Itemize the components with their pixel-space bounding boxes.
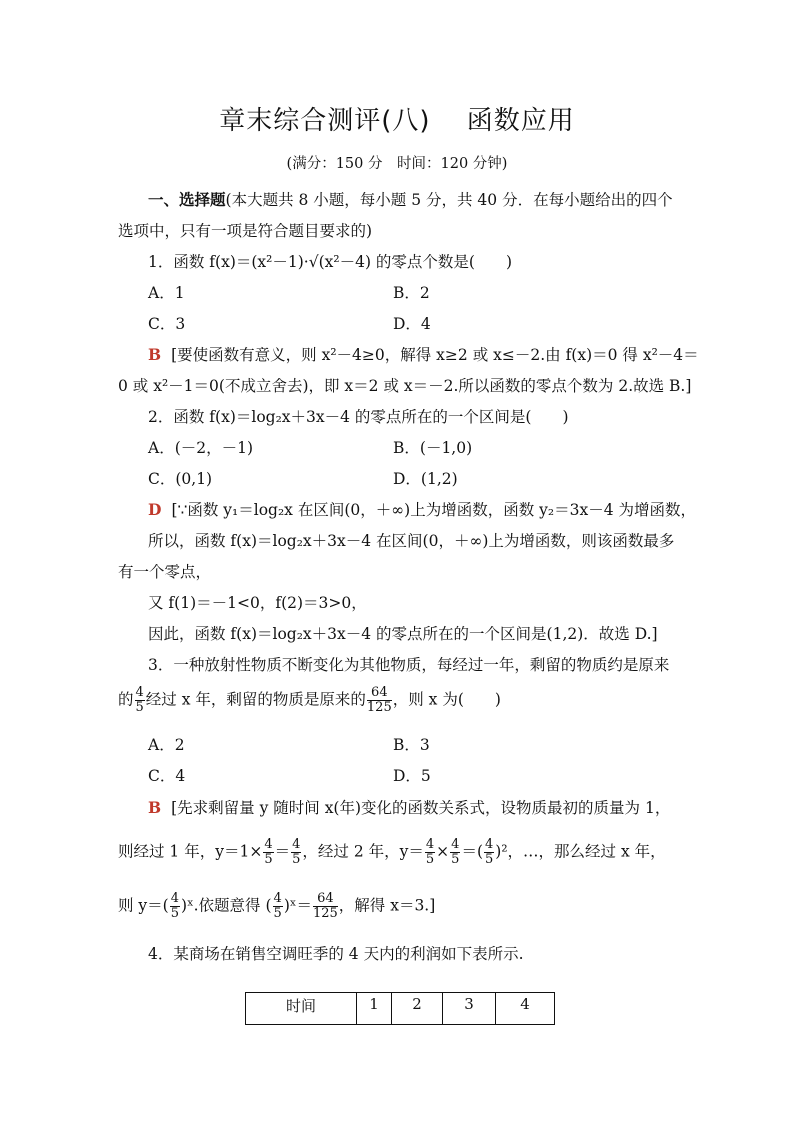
table-header-cell: 2 bbox=[392, 993, 443, 1025]
q3-stem2b: 经过 x 年，剩留的物质是原来的 bbox=[145, 690, 366, 709]
q2-answer: D bbox=[148, 500, 162, 519]
q1-explanation-line bbox=[148, 345, 699, 365]
q2-stem: 2．函数 f(x)＝log₂x＋3x－4 的零点所在的一个区间是( ) bbox=[148, 408, 569, 426]
q1-exp2: 0 或 x²－1＝0(不成立舍去)，即 x＝2 或 x＝－2.所以函数的零点个数为 2.故选 B.] bbox=[118, 377, 692, 395]
q3-answer: B bbox=[148, 798, 162, 817]
section-heading-line bbox=[148, 190, 673, 210]
q3-stem2c: ，则 x 为( ) bbox=[392, 690, 501, 709]
fraction-4-5: $\frac{4}{5}$ bbox=[135, 685, 144, 715]
q2-exp4: 又 f(1)＝－1<0，f(2)＝3>0， bbox=[148, 594, 367, 612]
q3-exp1: [先求剩留量 y 随时间 x(年)变化的函数关系式，设物质最初的质量为 1， bbox=[171, 799, 671, 817]
page-subtitle: (满分：150 分 时间：120 分钟) bbox=[286, 156, 508, 172]
table-header-cell: 3 bbox=[443, 993, 496, 1025]
q2-option-b: B．(－1,0) bbox=[393, 439, 473, 457]
q3-stem2 bbox=[118, 686, 501, 715]
q1-option-b: B．2 bbox=[393, 284, 430, 302]
table-header-cell: 4 bbox=[496, 993, 555, 1025]
table-header-cell: 1 bbox=[357, 993, 392, 1025]
q1-option-c: C．3 bbox=[148, 315, 186, 333]
q3-option-c: C．4 bbox=[148, 767, 186, 785]
q3-option-a: A．2 bbox=[148, 736, 185, 754]
table-row bbox=[246, 993, 555, 1025]
q1-exp1: [要使函数有意义，则 x²－4≥0，解得 x≥2 或 x≤－2.由 f(x)＝0 得 x²－4＝ bbox=[171, 346, 699, 364]
q2-option-d: D．(1,2) bbox=[393, 470, 458, 488]
q2-exp3: 有一个零点， bbox=[118, 563, 212, 581]
page-title: 章末综合测评(八) 函数应用 bbox=[219, 106, 575, 136]
q2-option-a: A．(－2，－1) bbox=[148, 439, 254, 457]
q1-option-d: D．4 bbox=[393, 315, 431, 333]
section-desc: (本大题共 8 小题，每小题 5 分，共 40 分．在每小题给出的四个 bbox=[225, 191, 673, 209]
q3-exp2: 则经过 1 年，y＝1× $\frac{4}{5}$ ＝ $\frac{4}{5}$ ，经过 2 年，y＝ $\frac{4}{5}$ × $\frac{4}{5}$ ＝( $\frac{4}{5}$ )²，…，那么经过 x 年， bbox=[118, 837, 666, 867]
q1-answer: B bbox=[148, 345, 162, 364]
q3-exp3: 则 y＝( $\frac{4}{5}$ )ˣ.依题意得 ( $\frac{4}{5}$ )ˣ＝ $\frac{64}{125}$ ，解得 x＝3.] bbox=[118, 891, 436, 921]
q3-option-b: B．3 bbox=[393, 736, 430, 754]
q3-option-d: D．5 bbox=[393, 767, 431, 785]
section-desc-cont: 选项中，只有一项是符合题目要求的) bbox=[118, 222, 373, 240]
q1-stem: 1．函数 f(x)＝(x²－1)·√(x²－4) 的零点个数是( ) bbox=[148, 253, 513, 271]
q4-stem: 4．某商场在销售空调旺季的 4 天内的利润如下表所示. bbox=[148, 945, 524, 963]
q3-stem2a: 的 bbox=[118, 690, 134, 709]
profit-table bbox=[245, 992, 555, 1025]
section-heading: 一、选择题 bbox=[148, 190, 226, 209]
q3-stem1: 3．一种放射性物质不断变化为其他物质，每经过一年，剩留的物质约是原来 bbox=[148, 656, 670, 674]
q2-exp1: [∵函数 y₁＝log₂x 在区间(0，＋∞)上为增函数，函数 y₂＝3x－4 为增函数， bbox=[171, 501, 697, 519]
table-header-cell: 时间 bbox=[246, 993, 357, 1025]
q3-explanation-line bbox=[148, 798, 670, 818]
q2-explanation-line bbox=[148, 500, 696, 520]
q1-option-a: A．1 bbox=[148, 284, 185, 302]
q2-option-c: C．(0,1) bbox=[148, 470, 213, 488]
fraction-64-125: $\frac{64}{125}$ bbox=[366, 685, 392, 715]
q2-exp2: 所以，函数 f(x)＝log₂x＋3x－4 在区间(0，＋∞)上为增函数，则该函数最多 bbox=[148, 532, 675, 550]
q2-exp5: 因此，函数 f(x)＝log₂x＋3x－4 的零点所在的一个区间是(1,2)．故选 D.] bbox=[148, 625, 658, 643]
